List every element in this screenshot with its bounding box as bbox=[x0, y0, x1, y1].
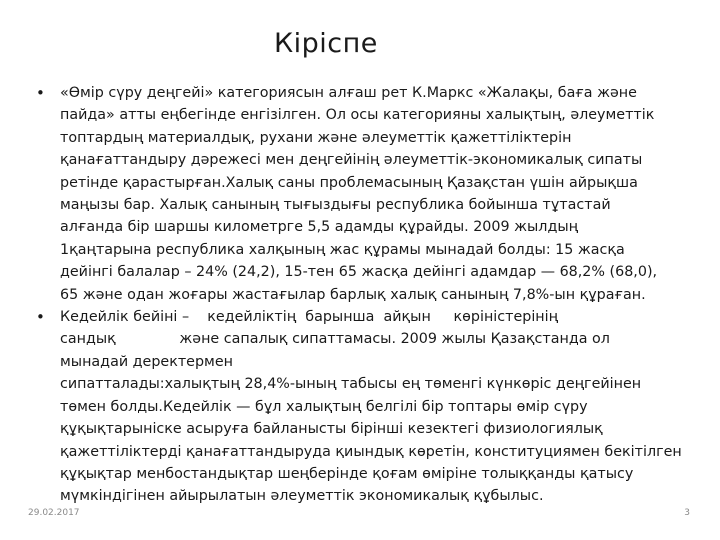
bullet-text-line: мүмкіндігінен айырылатын әлеуметтік экономикалық құбылыс. bbox=[60, 488, 544, 505]
bullet-text-line: топтардың материалдық, рухани және әлеуметтік қажеттіліктерін bbox=[60, 129, 572, 146]
footer-date: 29.02.2017 bbox=[28, 508, 80, 518]
bullet-text-line: қажеттіліктерді қанағаттандыруда қиындық көретін, конституциямен бекітілген bbox=[60, 443, 682, 460]
bullet-dot-icon: • bbox=[36, 308, 45, 327]
bullet-dot-icon: • bbox=[36, 84, 45, 102]
bullet-text-line: сандық және сапалық сипаттамасы. 2009 жылы Қазақстанда ол bbox=[60, 331, 610, 348]
bullet-text-line: ретінде қарастырған.Халық саны проблемасының Қазақстан үшін айрықша bbox=[60, 174, 638, 191]
slide-number: 3 bbox=[684, 508, 690, 518]
bullet-text-line: қанағаттандыру дәрежесі мен деңгейінің әлеуметтік-экономикалық сипаты bbox=[60, 152, 643, 169]
bullet-text-line: құқықтар менбостандықтар шеңберінде қоғам өміріне толыққанды қатысу bbox=[60, 465, 634, 482]
bullet-item-2 bbox=[36, 306, 696, 508]
bullet-text-line: мынадай деректермен bbox=[60, 353, 233, 370]
bullet-text-line: құқықтарыніске асыруға байланысты бірінші кезектегі физиологиялық bbox=[60, 421, 603, 438]
bullet-text-line: Кедейлік бейіні – кедейліктің барынша айқын көріністерінің bbox=[60, 309, 559, 326]
bullet-text-line: 65 және одан жоғары жастағылар барлық халық санының 7,8%-ын құраған. bbox=[60, 286, 646, 303]
bullet-text-line: пайда» атты еңбегінде енгізілген. Ол осы категорияны халықтың, әлеуметтік bbox=[60, 107, 655, 124]
bullet-text-line: сипатталады:халықтың 28,4%-ының табысы ең төменгі күнкөріс деңгейінен bbox=[60, 376, 642, 393]
slide-content bbox=[36, 82, 696, 508]
bullet-item-1 bbox=[36, 82, 696, 306]
bullet-text-line: дейінгі балалар – 24% (24,2), 15-тен 65 жасқа дейінгі адамдар — 68,2% (68,0), bbox=[60, 264, 658, 281]
slide-title: Кіріспе bbox=[274, 28, 378, 59]
bullet-text-line: маңызы бар. Халық санының тығыздығы республика бойынша тұтастай bbox=[60, 197, 611, 214]
bullet-text-line: төмен болды.Кедейлік — бұл халықтың белгілі бір топтары өмір сүру bbox=[60, 398, 588, 415]
bullet-text-line: 1қаңтарына республика халқының жас құрамы мынадай болды: 15 жасқа bbox=[60, 241, 625, 258]
bullet-text-line: алғанда бір шаршы километрге 5,5 адамды құрайды. 2009 жылдың bbox=[60, 219, 579, 236]
bullet-text-line: «Өмір сүру деңгейі» категориясын алғаш рет К.Маркс «Жалақы, баға және bbox=[60, 85, 637, 101]
